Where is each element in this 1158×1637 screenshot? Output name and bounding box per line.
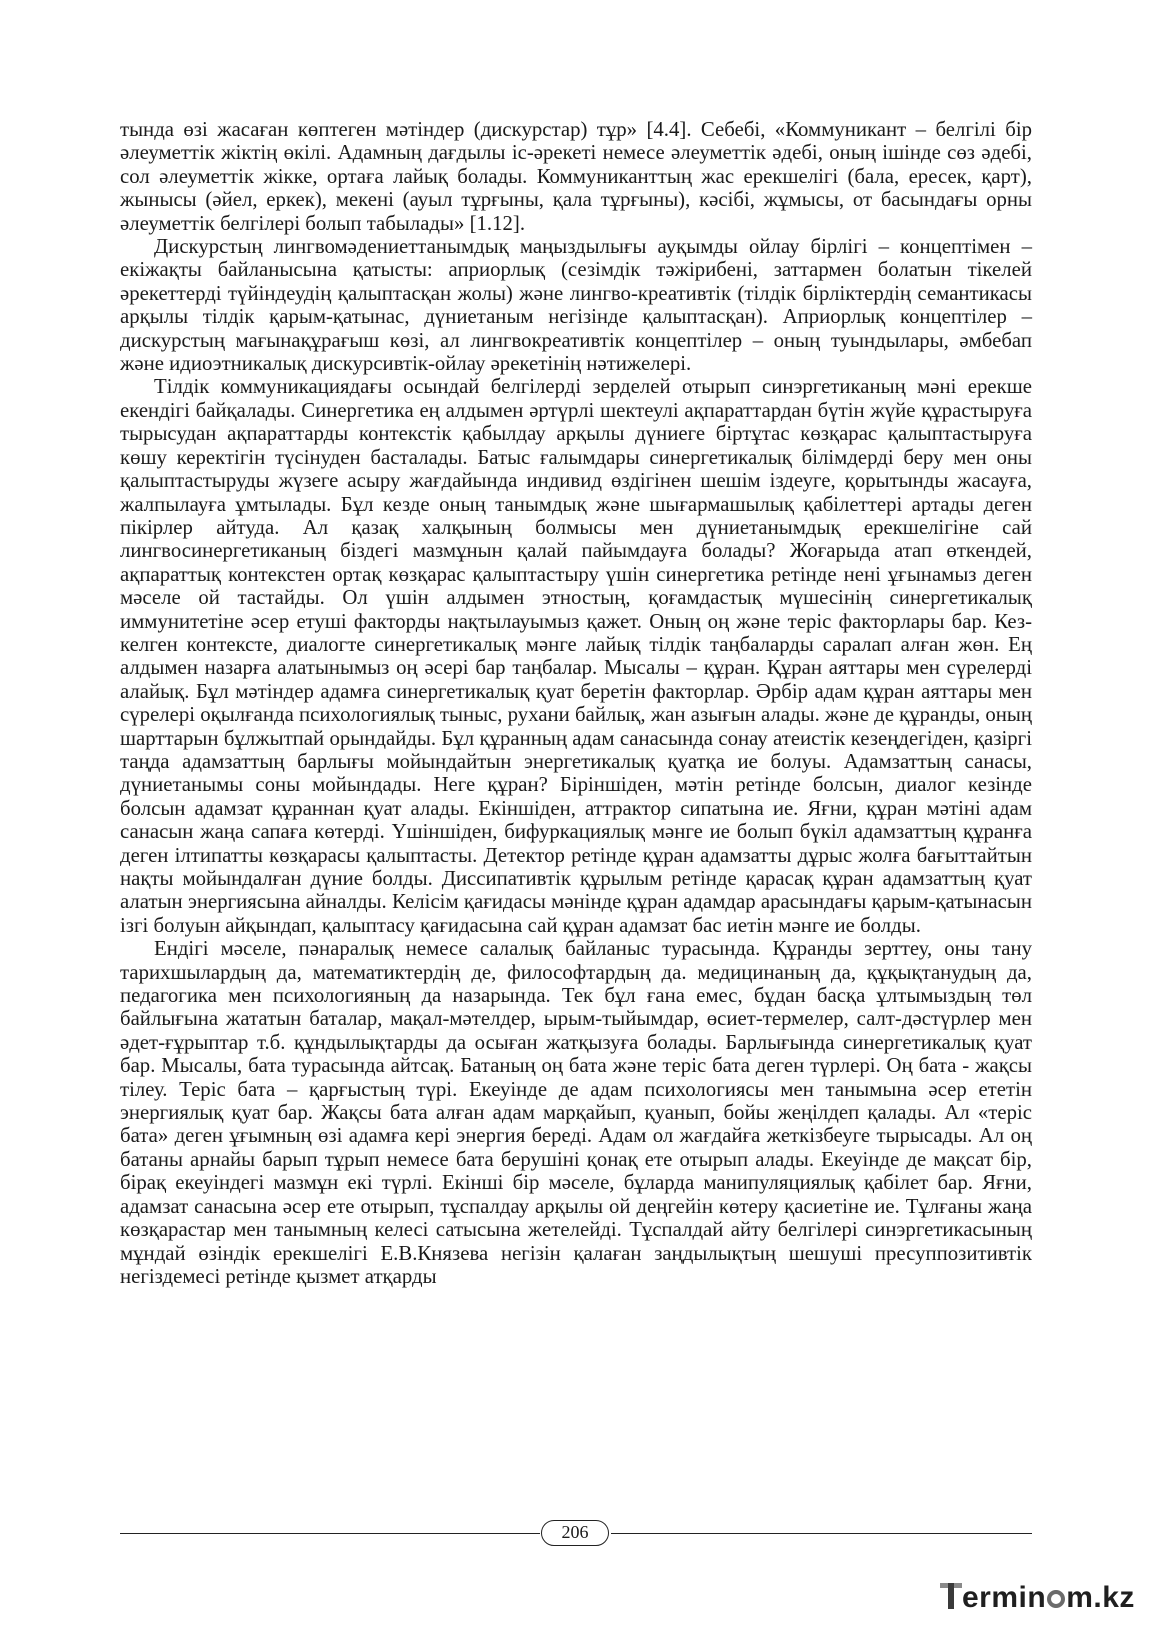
footer-rule-left — [120, 1533, 540, 1534]
paragraph-4: Ендігі мәселе, пәнаралық немесе салалық байланыс турасында. Құранды зерттеу, оны тану тарихшылардың да, математиктердің де, философтардың да. медицинаның да, құқықтанудың да, педагогика мен психологияның да назарында. Тек бұл ғана емес, бұдан басқа ұлтымыздың төл байлығына жататын баталар, мақал-мәтелдер, ырым-тыйымдар, өсиет-термелер, салт-дәстүрлер мен әдет-ғұрыптар т.б. құндылықтарды да осыған жатқызуға болады. Барлығында синергетикалық қуат бар. Мысалы, бата турасында айтсақ. Батаның оң бата және теріс бата деген түрлері. Оң бата - жақсы тілеу. Теріс бата – қарғыстың түрі. Екеуінде де адам психологиясы мен танымына әсер ететін энергиялық қуат бар. Жақсы бата алған адам марқайып, қуанып, бойы жеңілдеп қалады. Ал «теріс бата» деген ұғымның өзі адамға кері энергия береді. Адам ол жағдайға жеткізбеуге тырысады. Ал оң батаны арнайы барып тұрып немесе бата берушіні қонақ ете отырып алады. Екеуінде де мақсат бір, бірақ екеуіндегі мазмұн екі түрлі. Екінші бір мәселе, бұларда манипуляциялық қабілет бар. Яғни, адамзат санасына әсер ете отырып, тұспалдау арқылы ой деңгейін көтеру қасиетіне ие. Тұлғаны жаңа көзқарастар мен танымның келесі сатысына жетелейді. Тұспалдай айту белгілері синэргетикасының мұндай өзіндік ерекшелігі Е.В.Князева негізін қалаған заңдылықтың шешуші пресуппозитивтік негіздемесі ретінде қызмет атқарды — [120, 937, 1032, 1288]
watermark-text-part2: m.kz — [1066, 1581, 1135, 1614]
paragraph-1: тында өзі жасаған көптеген мәтіндер (дискурстар) тұр» [4.4]. Себебі, «Коммуникант – белгілі бір әлеуметтік жіктің өкілі. Адамның дағдылы іс-әрекеті немесе әлеуметтік әдебі, оның ішінде сөз әдебі, сол әлеуметтік жікке, ортаға лайық болады. Коммуниканттың жас ерекшелігі (бала, ересек, қарт), жынысы (әйел, еркек), мекені (ауыл тұрғыны, қала тұрғыны), кәсібі, жұмысы, от басындағы орны әлеуметтік белгілері болып табылады» [1.12]. — [120, 118, 1032, 235]
watermark-text-part1: ermin — [962, 1581, 1047, 1614]
t-logo-icon — [940, 1581, 962, 1611]
paragraph-2: Дискурстың лингвомәдениеттанымдық маңыздылығы ауқымды ойлау бірлігі – концептімен – екіжақты байланысына қатысты: априорлық (сезімдік тәжірибені, заттармен болатын тікелей әрекеттерді түйіндеудің қалыптасқан жолы) және лингво-креативтік (тілдік бірліктердің семантикасы арқылы тілдік қарым-қатынас, дүниетаным негізінде қалыптасқан). Априорлық концептілер – дискурстың мағынақұрағыш көзі, ал лингвокреативтік концептілер – оның туындылары, әмбебап және идиоэтникалық дискурсивтік-ойлау әрекетінің нәтижелері. — [120, 235, 1032, 376]
footer-rule-right — [611, 1533, 1032, 1534]
page-number: 206 — [541, 1520, 609, 1546]
document-body — [120, 118, 1032, 1288]
paragraph-3: Тілдік коммуникациядағы осындай белгілерді зерделей отырып синэргетиканың мәні ерекше екендігі байқалады. Синергетика ең алдымен әртүрлі шектеулі ақпараттардан бүтін жүйе құрастыруға тырысудан ақпараттарды контекстік қабылдау арқылы дүниеге біртұтас көзқарас қалыптастыруға көшу керектігін түсінуден басталады. Батыс ғалымдары синергетикалық білімдерді беру мен оны қалыптастыруды жүзеге асыру жағдайында индивид өздігінен шешім іздеуге, қорытынды жасауға, жалпылауға ұмтылады. Бұл кезде оның танымдық және шығармашылық қабілеттері артады деген пікірлер айтуда. Ал қазақ халқының болмысы мен дүниетанымдық ерекшелігіне сай лингвосинергетиканың біздегі мазмұнын қалай пайымдауға болады? Жоғарыда атап өткендей, ақпараттық контекстен ортақ көзқарас қалыптастыру үшін синергетика ретінде нені ұғынамыз деген мәселе ой тастайды. Ол үшін алдымен этностың, қоғамдастық мүшесінің синергетикалық иммунитетіне әсер етуші факторды нақтылауымыз қажет. Оның оң және теріс факторлары бар. Кез-келген контексте, диалогте синергетикалық мәнге лайық тілдік таңбаларды саралап алған жөн. Ең алдымен назарға алатынымыз оң әсері бар таңбалар. Мысалы – құран. Құран аяттары мен сүрелерді алайық. Бұл мәтіндер адамға синергетикалық қуат беретін факторлар. Әрбір адам құран аяттары мен сүрелері оқылғанда психологиялық тыныс, рухани байлық, жан азығын алады. және де құранды, оның шарттарын бұлжытпай орындайды. Бұл құранның адам санасында сонау атеистік кезеңдегіден, қазіргі таңда адамзаттың барлығы мойындайтын энергетикалық қуатқа ие болуы. Адамзаттың санасы, дүниетанымы соны мойындады. Неге құран? Біріншіден, мәтін ретінде болсын, диалог кезінде болсын адамзат құраннан қуат алады. Екіншіден, аттрактор сипатына ие. Яғни, құран мәтіні адам санасын жаңа сапаға көтерді. Үшіншіден, бифуркациялық мәнге ие болып бүкіл адамзаттың құранға деген ілтипатты көзқарасы қалыптасты. Детектор ретінде құран адамзатты дұрыс жолға бағыттайтын нақты мойындалған дүние болды. Диссипативтік құрылым ретінде қарасақ құран адамзаттың қуат алатын энергиясына айналды. Келісім қағидасы мәнінде құран адамдар арасындағы қарым-қатынасын ізгі болуын айқындап, қалыптасу қағидасына сай құран адамзат бас иетін мәнге ие болды. — [120, 375, 1032, 937]
termincom-watermark — [940, 1578, 1140, 1618]
o-logo-icon — [1047, 1590, 1065, 1608]
